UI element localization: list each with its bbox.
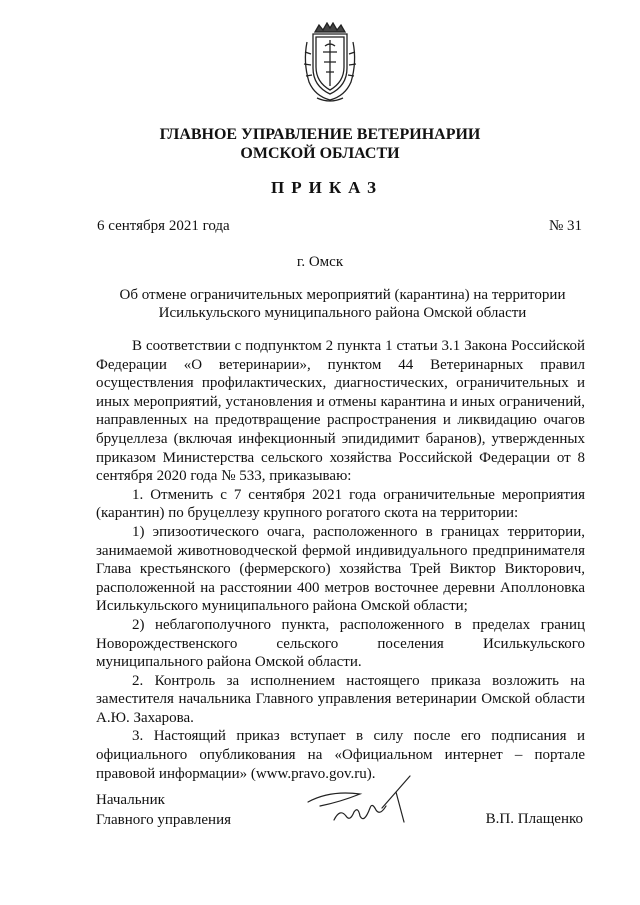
organization-name-line2: ОМСКОЙ ОБЛАСТИ bbox=[240, 145, 400, 162]
signatory-position bbox=[96, 790, 231, 830]
handwritten-signature-icon bbox=[300, 772, 420, 832]
document-number: № 31 bbox=[548, 218, 582, 234]
item-3-paragraph: 3. Настоящий приказ вступает в силу после его подписания и официального опубликования на «Официальном интернет – портале правовой информации» (www.pravo.gov.ru). bbox=[96, 728, 585, 782]
document-date: 6 сентября 2021 года bbox=[97, 218, 230, 234]
preamble-paragraph: В соответствии с подпунктом 2 пункта 1 статьи 3.1 Закона Российской Федерации «О ветеринарии», пунктом 44 Ветеринарных правил осуществления профилактических, диагностических, ограничительных и иных мероприятий, установления и отмены карантина и иных ограничений, направленных на предотвращение распространения и ликвидацию очагов бруцеллеза (включая инфекционный эпидидимит баранов), утвержденных приказом Министерства сельского хозяйства Российской Федерации от 8 сентября 2020 года № 533, приказываю: bbox=[96, 338, 585, 485]
organization-name-line1: ГЛАВНОЕ УПРАВЛЕНИЕ ВЕТЕРИНАРИИ bbox=[159, 126, 481, 143]
item-1-paragraph: 1. Отменить с 7 сентября 2021 года ограничительные мероприятия (карантин) по бруцеллезу крупного рогатого скота на территории: bbox=[96, 486, 585, 522]
item-1-1-paragraph: 1) эпизоотического очага, расположенного в границах территории, занимаемой животноводческой фермой индивидуального предпринимателя Глава крестьянского (фермерского) хозяйства Трей Виктор Викторович, расположенной на расстоянии 400 метров восточнее деревни Аполлоновка Исилькульского муниципального района Омской области; bbox=[96, 523, 585, 615]
item-2-paragraph: 2. Контроль за исполнением настоящего приказа возложить на заместителя начальника Главного управления ветеринарии Омской области А.Ю. Захарова. bbox=[96, 672, 585, 726]
item-1-2-paragraph: 2) неблагополучного пункта, расположенного в пределах границ Новорождественского сельского поселения Исилькульского муниципального района Омской области. bbox=[96, 616, 585, 671]
coat-of-arms-omsk-icon bbox=[299, 22, 361, 104]
signatory-name: В.П. Плащенко bbox=[485, 811, 583, 827]
document-type-title: ПРИКАЗ bbox=[271, 178, 383, 197]
signatory-position-line2: Главного управления bbox=[96, 812, 231, 828]
document-body bbox=[96, 337, 585, 783]
document-city: г. Омск bbox=[296, 254, 344, 270]
document-subject: Об отмене ограничительных мероприятий (карантина) на территории Исилькульского муниципального района Омской области bbox=[119, 287, 566, 321]
signatory-position-line1: Начальник bbox=[96, 792, 165, 808]
